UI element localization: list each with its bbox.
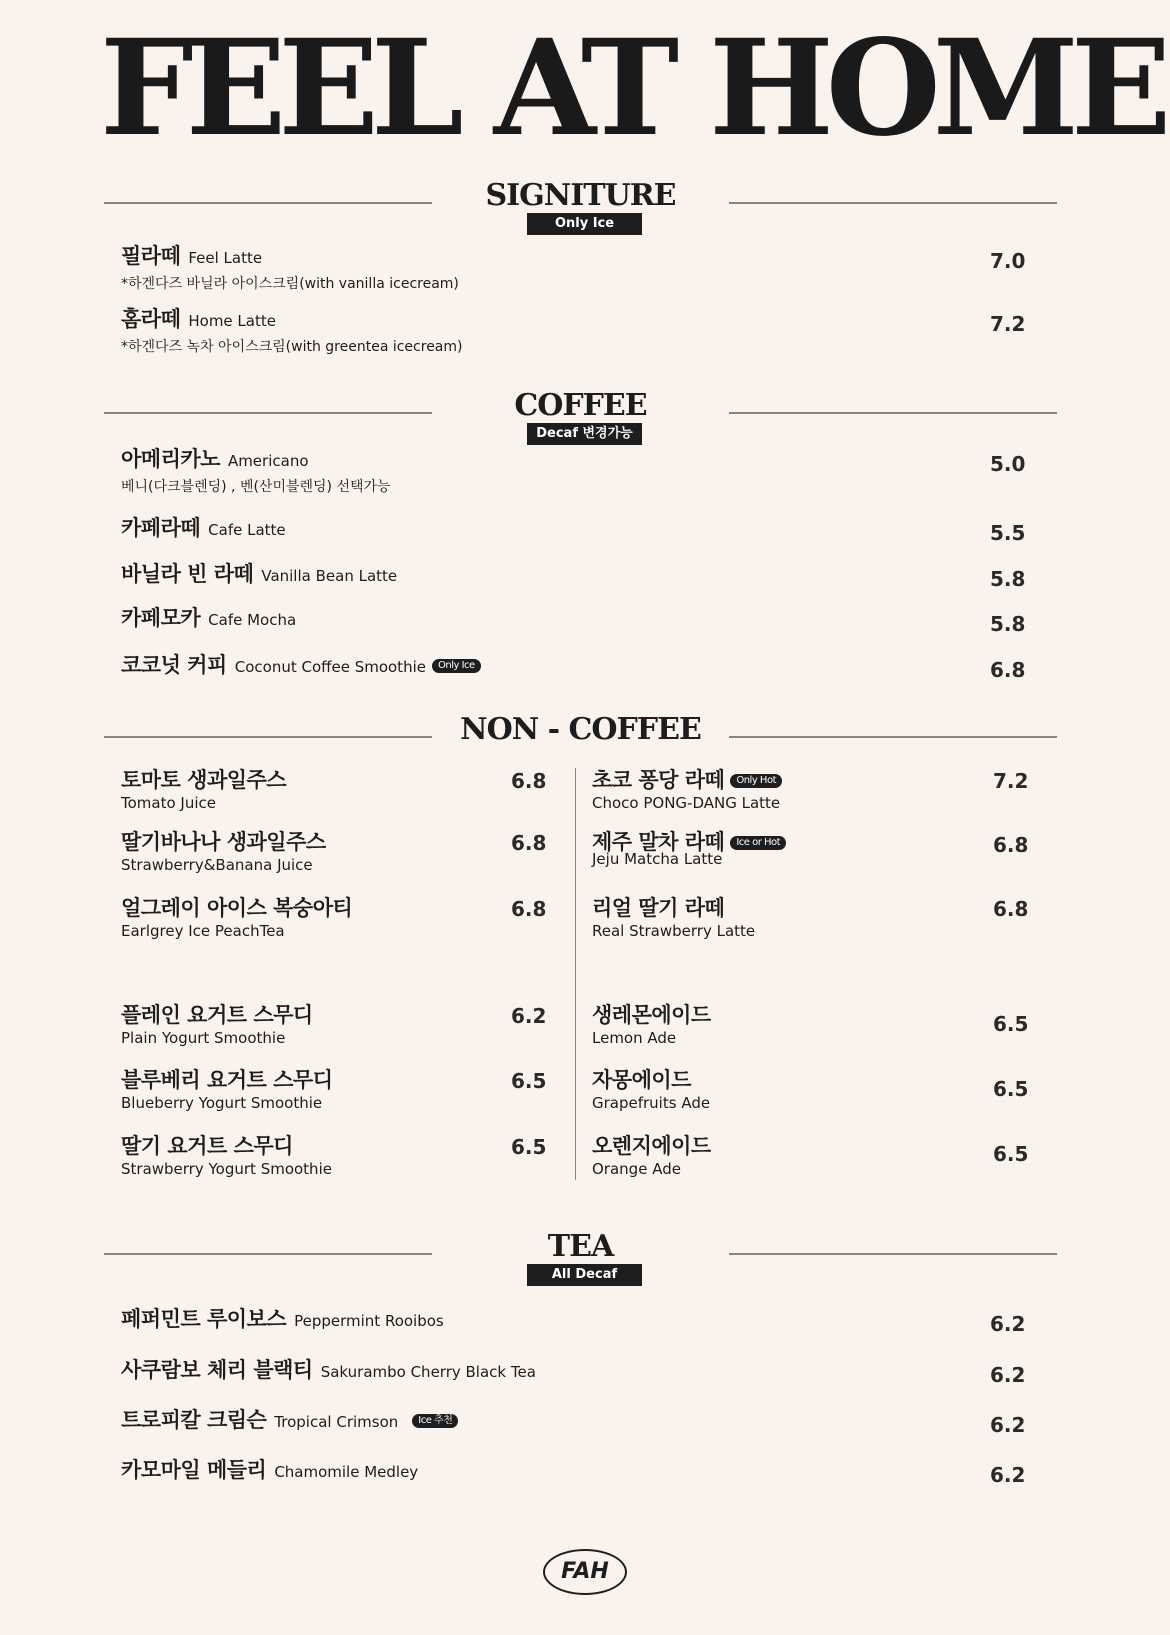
menu-item	[592, 1133, 711, 1179]
brand-logo: FAH	[543, 1549, 627, 1595]
menu-item	[592, 1067, 710, 1113]
menu-item	[121, 560, 1021, 590]
item-price: 5.8	[990, 612, 1026, 636]
item-name-en: Coconut Coffee Smoothie	[234, 658, 426, 676]
section-header-tea	[104, 1228, 1057, 1298]
item-name-en: Grapefruits Ade	[592, 1094, 711, 1112]
item-name-en: Orange Ade	[592, 1160, 681, 1178]
item-name-ko: 트로피칼 크림슨	[121, 1408, 267, 1432]
item-name-ko: 아메리카노	[121, 447, 220, 471]
item-price: 6.2	[990, 1363, 1026, 1387]
item-price: 6.8	[511, 769, 547, 793]
item-note: *하겐다즈 녹차 아이스크림(with greentea icecream)	[121, 339, 463, 355]
item-name-ko: 딸기바나나 생과일주스	[121, 830, 326, 854]
item-price: 6.2	[990, 1312, 1026, 1336]
item-tag: Only Hot	[730, 774, 782, 788]
section-badge: All Decaf	[527, 1264, 642, 1286]
item-name-ko: 카페라떼	[121, 516, 201, 540]
item-name-ko: 초코 퐁당 라떼	[592, 768, 725, 792]
item-name-ko: 오렌지에이드	[592, 1134, 711, 1158]
menu-item	[121, 1133, 332, 1179]
section-header-signiture	[104, 177, 1057, 247]
item-name-en: Strawberry&Banana Juice	[121, 856, 313, 874]
item-name-en: Americano	[227, 452, 309, 470]
menu-item	[121, 514, 1021, 544]
item-name-en: Lemon Ade	[592, 1029, 677, 1047]
menu-item	[121, 1305, 1021, 1335]
item-price: 6.8	[993, 897, 1029, 921]
item-price: 6.2	[511, 1004, 547, 1028]
item-price: 6.5	[511, 1135, 547, 1159]
item-name-ko: 블루베리 요거트 스무디	[121, 1068, 333, 1092]
item-tag: Ice 추천	[412, 1414, 458, 1428]
item-name-ko: 코코넛 커피	[121, 653, 227, 677]
item-name-ko: 제주 말차 라떼	[592, 830, 725, 854]
item-name-en: Sakurambo Cherry Black Tea	[320, 1363, 536, 1381]
item-name-en: Jeju Matcha Latte	[592, 850, 723, 868]
menu-item	[121, 305, 1021, 357]
divider	[729, 412, 1057, 414]
menu-item	[121, 829, 326, 875]
divider	[729, 202, 1057, 204]
section-title: SIGNITURE	[485, 178, 676, 213]
menu-item	[121, 1406, 1021, 1436]
item-name-en: Strawberry Yogurt Smoothie	[121, 1160, 332, 1178]
column-divider	[575, 768, 576, 1180]
item-name-en: Blueberry Yogurt Smoothie	[121, 1094, 323, 1112]
item-name-en: Tropical Crimson	[274, 1413, 399, 1431]
menu-item	[592, 767, 782, 813]
item-price: 6.8	[511, 897, 547, 921]
divider	[729, 736, 1057, 738]
item-name-en: Feel Latte	[188, 249, 263, 267]
menu-item	[121, 1356, 1021, 1386]
item-name-ko: 사쿠람보 체리 블랙티	[121, 1358, 313, 1382]
section-badge: Decaf 변경가능	[527, 423, 642, 445]
item-price: 5.0	[990, 452, 1026, 476]
item-name-en: Chamomile Medley	[274, 1463, 419, 1481]
item-name-ko: 카페모카	[121, 606, 201, 630]
menu-item	[121, 651, 1021, 681]
item-name-en: Peppermint Rooibos	[294, 1312, 444, 1330]
item-name-ko: 페퍼민트 루이보스	[121, 1307, 287, 1331]
menu-item	[121, 445, 1021, 497]
item-price: 6.8	[990, 658, 1026, 682]
item-name-ko: 필라떼	[121, 244, 181, 268]
item-name-en: Plain Yogurt Smoothie	[121, 1029, 286, 1047]
item-price: 5.5	[990, 521, 1026, 545]
menu-item	[592, 1002, 711, 1048]
item-price: 6.2	[990, 1413, 1026, 1437]
item-name-en: Home Latte	[188, 312, 276, 330]
item-note: *하겐다즈 바닐라 아이스크림(with vanilla icecream)	[121, 276, 459, 292]
menu-item	[121, 767, 286, 813]
item-tag: Only Ice	[432, 659, 481, 673]
section-title: NON - COFFEE	[460, 712, 701, 747]
item-price: 6.8	[993, 833, 1029, 857]
item-name-ko: 딸기 요거트 스무디	[121, 1134, 293, 1158]
menu-item	[121, 895, 352, 941]
item-name-en: Real Strawberry Latte	[592, 922, 756, 940]
item-name-ko: 카모마일 메들리	[121, 1458, 267, 1482]
item-price: 5.8	[990, 567, 1026, 591]
item-name-en: Tomato Juice	[121, 794, 216, 812]
item-name-ko: 자몽에이드	[592, 1068, 691, 1092]
item-name-ko: 얼그레이 아이스 복숭아티	[121, 896, 353, 920]
menu-item	[121, 604, 1021, 634]
item-name-ko: 홈라떼	[121, 307, 181, 331]
item-name-ko: 리얼 딸기 라떼	[592, 896, 725, 920]
item-price: 6.5	[511, 1069, 547, 1093]
menu-title: FEEL AT HOME	[100, 11, 1164, 166]
divider	[729, 1253, 1057, 1255]
item-price: 6.2	[990, 1463, 1026, 1487]
item-name-en: Earlgrey Ice PeachTea	[121, 922, 285, 940]
menu-item	[121, 1067, 332, 1113]
section-title: COFFEE	[514, 388, 647, 423]
item-name-ko: 바닐라 빈 라떼	[121, 562, 254, 586]
item-name-en: Cafe Mocha	[208, 611, 297, 629]
item-name-ko: 플레인 요거트 스무디	[121, 1003, 313, 1027]
menu-item	[592, 829, 786, 869]
section-badge: Only Ice	[527, 213, 642, 235]
menu-item	[592, 895, 755, 941]
menu-item	[121, 1456, 1021, 1486]
section-title: TEA	[547, 1229, 614, 1264]
item-name-ko: 생레몬에이드	[592, 1003, 711, 1027]
item-tag: Ice or Hot	[730, 836, 786, 850]
item-price: 6.5	[993, 1142, 1029, 1166]
item-name-en: Vanilla Bean Latte	[261, 567, 398, 585]
menu-item	[121, 1002, 313, 1048]
menu-item	[121, 242, 1021, 294]
item-name-ko: 토마토 생과일주스	[121, 768, 287, 792]
item-price: 6.8	[511, 831, 547, 855]
item-price: 7.2	[990, 312, 1026, 336]
item-name-en: Choco PONG-DANG Latte	[592, 794, 781, 812]
item-price: 6.5	[993, 1077, 1029, 1101]
item-price: 7.2	[993, 769, 1029, 793]
item-name-en: Cafe Latte	[208, 521, 286, 539]
item-price: 6.5	[993, 1012, 1029, 1036]
item-price: 7.0	[990, 249, 1026, 273]
item-note: 베니(다크블렌딩) , 벤(산미블렌딩) 선택가능	[121, 479, 391, 495]
